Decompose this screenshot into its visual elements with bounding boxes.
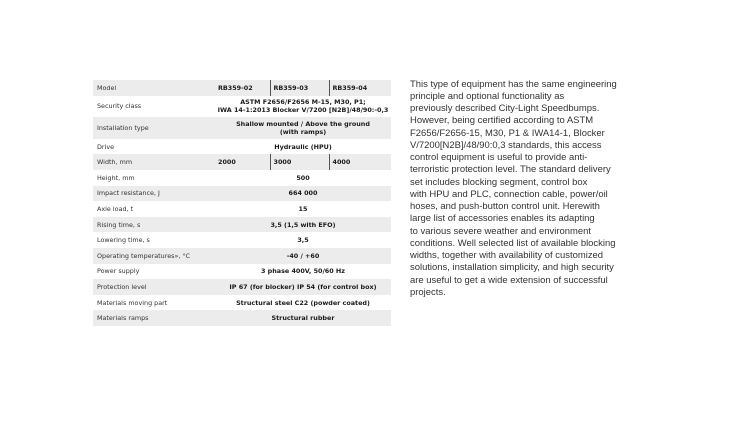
- row-value: 3 phase 400V, 50/60 Hz: [215, 264, 391, 280]
- row-value: Hydraulic (HPU): [215, 139, 391, 155]
- table-row-protection-level: [93, 279, 391, 295]
- row-label: Materials ramps: [93, 310, 215, 326]
- table-row-drive: [93, 139, 391, 155]
- row-value: IP 67 (for blocker) IP 54 (for control box): [215, 279, 391, 295]
- row-value-line: (with ramps): [279, 127, 327, 136]
- row-value: -40 / +60: [215, 248, 391, 264]
- table-row-width: [93, 154, 391, 170]
- row-label: Drive: [93, 139, 215, 155]
- row-value-line: IWA 14-1:2013 Blocker V/7200 [N2B]/48/90:-0,3: [217, 106, 389, 115]
- row-value: 3,5 (1,5 with EFO): [215, 217, 391, 233]
- table-row-model: [93, 80, 391, 96]
- model-cell-1: RB359-02: [215, 80, 270, 96]
- table-row-rising-time: [93, 217, 391, 233]
- description-line: terroristic protection level. The standard delivery: [410, 164, 611, 176]
- description-line: control equipment is useful to provide anti-: [410, 152, 588, 163]
- row-value-line: ASTM F2656/F2656 M-15, M30, P1;: [240, 98, 366, 107]
- description-line: are useful to get a wide extension of successful: [410, 274, 608, 286]
- width-cell-1: 2000: [215, 154, 270, 170]
- row-label: Operating temperatures», °C: [93, 248, 215, 264]
- description-line: set includes blocking segment, control box: [410, 176, 588, 188]
- description-line: However, being certified according to ASTM: [410, 115, 594, 127]
- row-value: Structural steel C22 (powder coated): [215, 295, 391, 311]
- table-row-operating-temperatures: [93, 248, 391, 264]
- table-row-axle-load: [93, 201, 391, 217]
- table-row-installation-type: [93, 117, 391, 139]
- row-value-line: Shallow mounted / Above the ground: [236, 119, 370, 128]
- row-label: Security class: [93, 96, 215, 118]
- description-line: F2656/F2656-15, M30, P1 & IWA14-1, Blocker: [410, 127, 605, 139]
- row-label: Materials moving part: [93, 295, 215, 311]
- description-line: to various severe weather and environment: [410, 225, 591, 237]
- description-line: projects.: [410, 286, 446, 298]
- table-row-height: [93, 170, 391, 186]
- row-value: 3,5: [215, 232, 391, 248]
- model-cell-2: RB359-03: [270, 80, 329, 96]
- row-value: 664 000: [215, 186, 391, 202]
- row-label: Installation type: [93, 117, 215, 139]
- description-line: hoses, and push-button control unit. Herewith: [410, 201, 600, 212]
- table-row-impact-resistance: [93, 186, 391, 202]
- row-label: Lowering time, s: [93, 232, 215, 248]
- description-line: with HPU and PLC, connection cable, power/oil: [410, 188, 608, 200]
- row-label: Height, mm: [93, 170, 215, 186]
- row-value: Structural rubber: [215, 310, 391, 326]
- description-line: solutions, installation simplicity, and high security: [410, 262, 614, 274]
- row-label: Rising time, s: [93, 217, 215, 233]
- table-row-power-supply: [93, 264, 391, 280]
- row-value: 15: [215, 201, 391, 217]
- table-row-materials-ramps: [93, 310, 391, 326]
- model-cell-3: RB359-04: [329, 80, 391, 96]
- row-label: Impact resistance, J: [93, 186, 215, 202]
- description-line: conditions. Well selected list of available blocking: [410, 237, 616, 249]
- row-label: Power supply: [93, 264, 215, 280]
- table-row-lowering-time: [93, 232, 391, 248]
- specifications-table-body: [93, 80, 391, 326]
- width-cell-2: 3000: [270, 154, 329, 170]
- table-row-materials-moving-part: [93, 295, 391, 311]
- row-label: Width, mm: [93, 154, 215, 170]
- row-value: 500: [215, 170, 391, 186]
- table-row-security-class: [93, 96, 391, 118]
- specifications-table: [93, 80, 391, 326]
- width-cell-3: 4000: [329, 154, 391, 170]
- row-value: [215, 96, 391, 118]
- row-value: [215, 117, 391, 139]
- description-paragraph: [410, 79, 642, 300]
- description-line: large list of accessories enables its adapting: [410, 213, 595, 225]
- row-label: Protection level: [93, 279, 215, 295]
- description-line: principle and optional functionality as: [410, 90, 565, 102]
- row-label: Axle load, t: [93, 201, 215, 217]
- description-line: previously described City-Light Speedbumps.: [410, 103, 600, 114]
- description-line: widths, together with availability of customized: [410, 250, 604, 261]
- description-line: V/7200[N2B]/48/90:0,3 standards, this access: [410, 139, 602, 151]
- row-label: Model: [93, 80, 215, 96]
- description-line: This type of equipment has the same engineering: [410, 78, 617, 90]
